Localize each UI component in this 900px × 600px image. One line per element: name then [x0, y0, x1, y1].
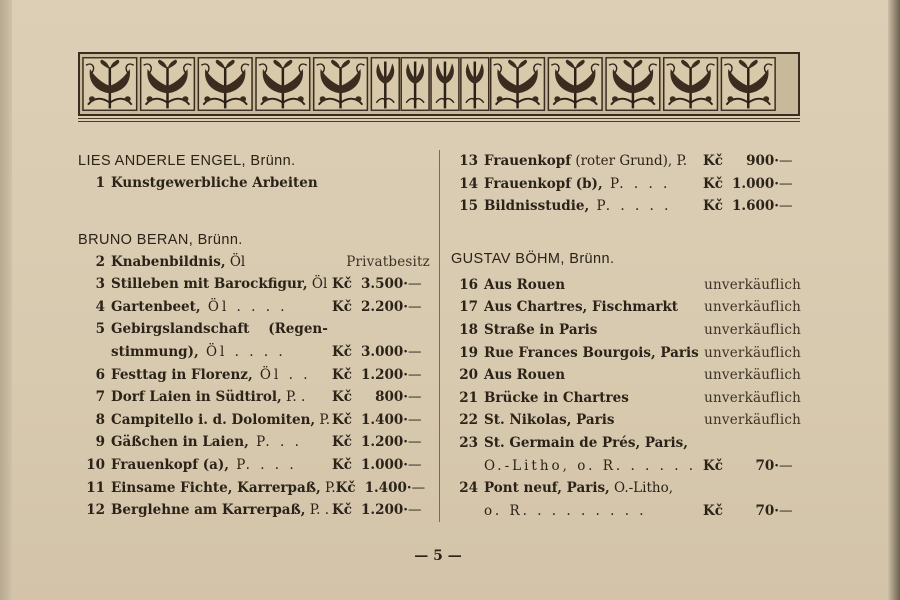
entry-title: Kunstgewerbliche Arbeiten [111, 175, 318, 191]
catalogue-entry: 19 Rue Frances Bourgois, Paris unverkäuflich [459, 344, 801, 361]
left-column [78, 150, 430, 522]
catalogue-entry: 24 Pont neuf, Paris, O.-Litho, [459, 480, 674, 497]
artist-heading: BRUNO BERAN, Brünn. [78, 231, 243, 248]
currency: Kč [332, 276, 352, 293]
catalogue-entry: 15 Bildnisstudie, P. . . . . Kč 1.600· — [459, 198, 793, 215]
catalogue-entry-continued: o. R. . . . . . . . . Kč 70· — [484, 502, 793, 519]
entry-title: Knabenbildnis, Öl [111, 253, 246, 270]
catalogue-entry: 13 Frauenkopf (roter Grund), P. Kč 900· — [459, 153, 793, 169]
catalogue-entry: 10 Frauenkopf (a), P. . . . Kč 1.000· — [86, 456, 422, 473]
catalogue-entry: 20 Aus Rouen unverkäuflich [459, 367, 801, 384]
artist-heading: GUSTAV BÖHM, Brünn. [451, 250, 615, 267]
ornament-pattern-icon [80, 54, 798, 114]
catalogue-entry: 5 Gebirgslandschaft (Regen- [95, 321, 328, 338]
catalogue-entry: 16 Aus Rouen unverkäuflich [459, 276, 801, 293]
catalogue-entry: 22 St. Nikolas, Paris unverkäuflich [459, 412, 801, 429]
header-rule-bottom [78, 121, 800, 122]
page-number: — 5 — [414, 548, 462, 564]
catalogue-entry: 6 Festtag in Florenz, Öl . . Kč 1.200· — [95, 366, 422, 383]
catalogue-entry: 9 Gäßchen in Laien, P. . . Kč 1.200· — [95, 434, 422, 451]
catalogue-entry-continued: O.-Litho, o. R. . . . . . Kč 70· — [484, 457, 793, 474]
art-nouveau-ornament-band [78, 52, 800, 116]
catalogue-entry: 23 St. Germain de Prés, Paris, [459, 434, 688, 451]
catalogue-entry: 7 Dorf Laien in Südtirol, P. . Kč 800· — [95, 389, 422, 406]
catalogue-entry: 12 Berglehne am Karrerpaß, P. . Kč 1.200· — [86, 502, 422, 519]
catalogue-entry: 21 Brücke in Chartres unverkäuflich [459, 389, 801, 406]
right-column [451, 150, 801, 522]
catalogue-entry: 18 Straße in Paris unverkäuflich [459, 321, 801, 338]
catalogue-entry: 3 Stilleben mit Barockfigur, Öl Kč 3.500· — [78, 273, 430, 296]
header-rule-top [78, 118, 800, 119]
catalogue-entry-continued: stimmung), Öl . . . . Kč 3.000· — [111, 343, 422, 360]
price: 3.500· [361, 276, 408, 293]
entry-number: 1 [95, 175, 105, 191]
catalogue-entry: 14 Frauenkopf (b), P. . . . Kč 1.000· — [459, 175, 793, 192]
catalogue-entry: 11 Einsame Fichte, Karrerpaß, P. Kč 1.400· — [86, 479, 426, 496]
entry-number: 2 [95, 253, 105, 270]
catalogue-entry: 8 Campitello i. d. Dolomiten, P. Kč 1.400· — [95, 411, 422, 428]
entry-note: Privatbesitz [346, 253, 430, 270]
page-spine [0, 0, 12, 600]
page-edge-shadow [888, 0, 900, 600]
catalogue-entry [78, 251, 430, 274]
catalogue-entry: 17 Aus Chartres, Fischmarkt unverkäuflich [459, 299, 801, 316]
catalogue-entry: 4 Gartenbeet, Öl . . . . Kč 2.200· — [95, 298, 422, 315]
column-divider [439, 150, 440, 522]
artist-heading: LIES ANDERLE ENGEL, Brünn. [78, 153, 296, 169]
catalogue-entry [78, 172, 430, 195]
